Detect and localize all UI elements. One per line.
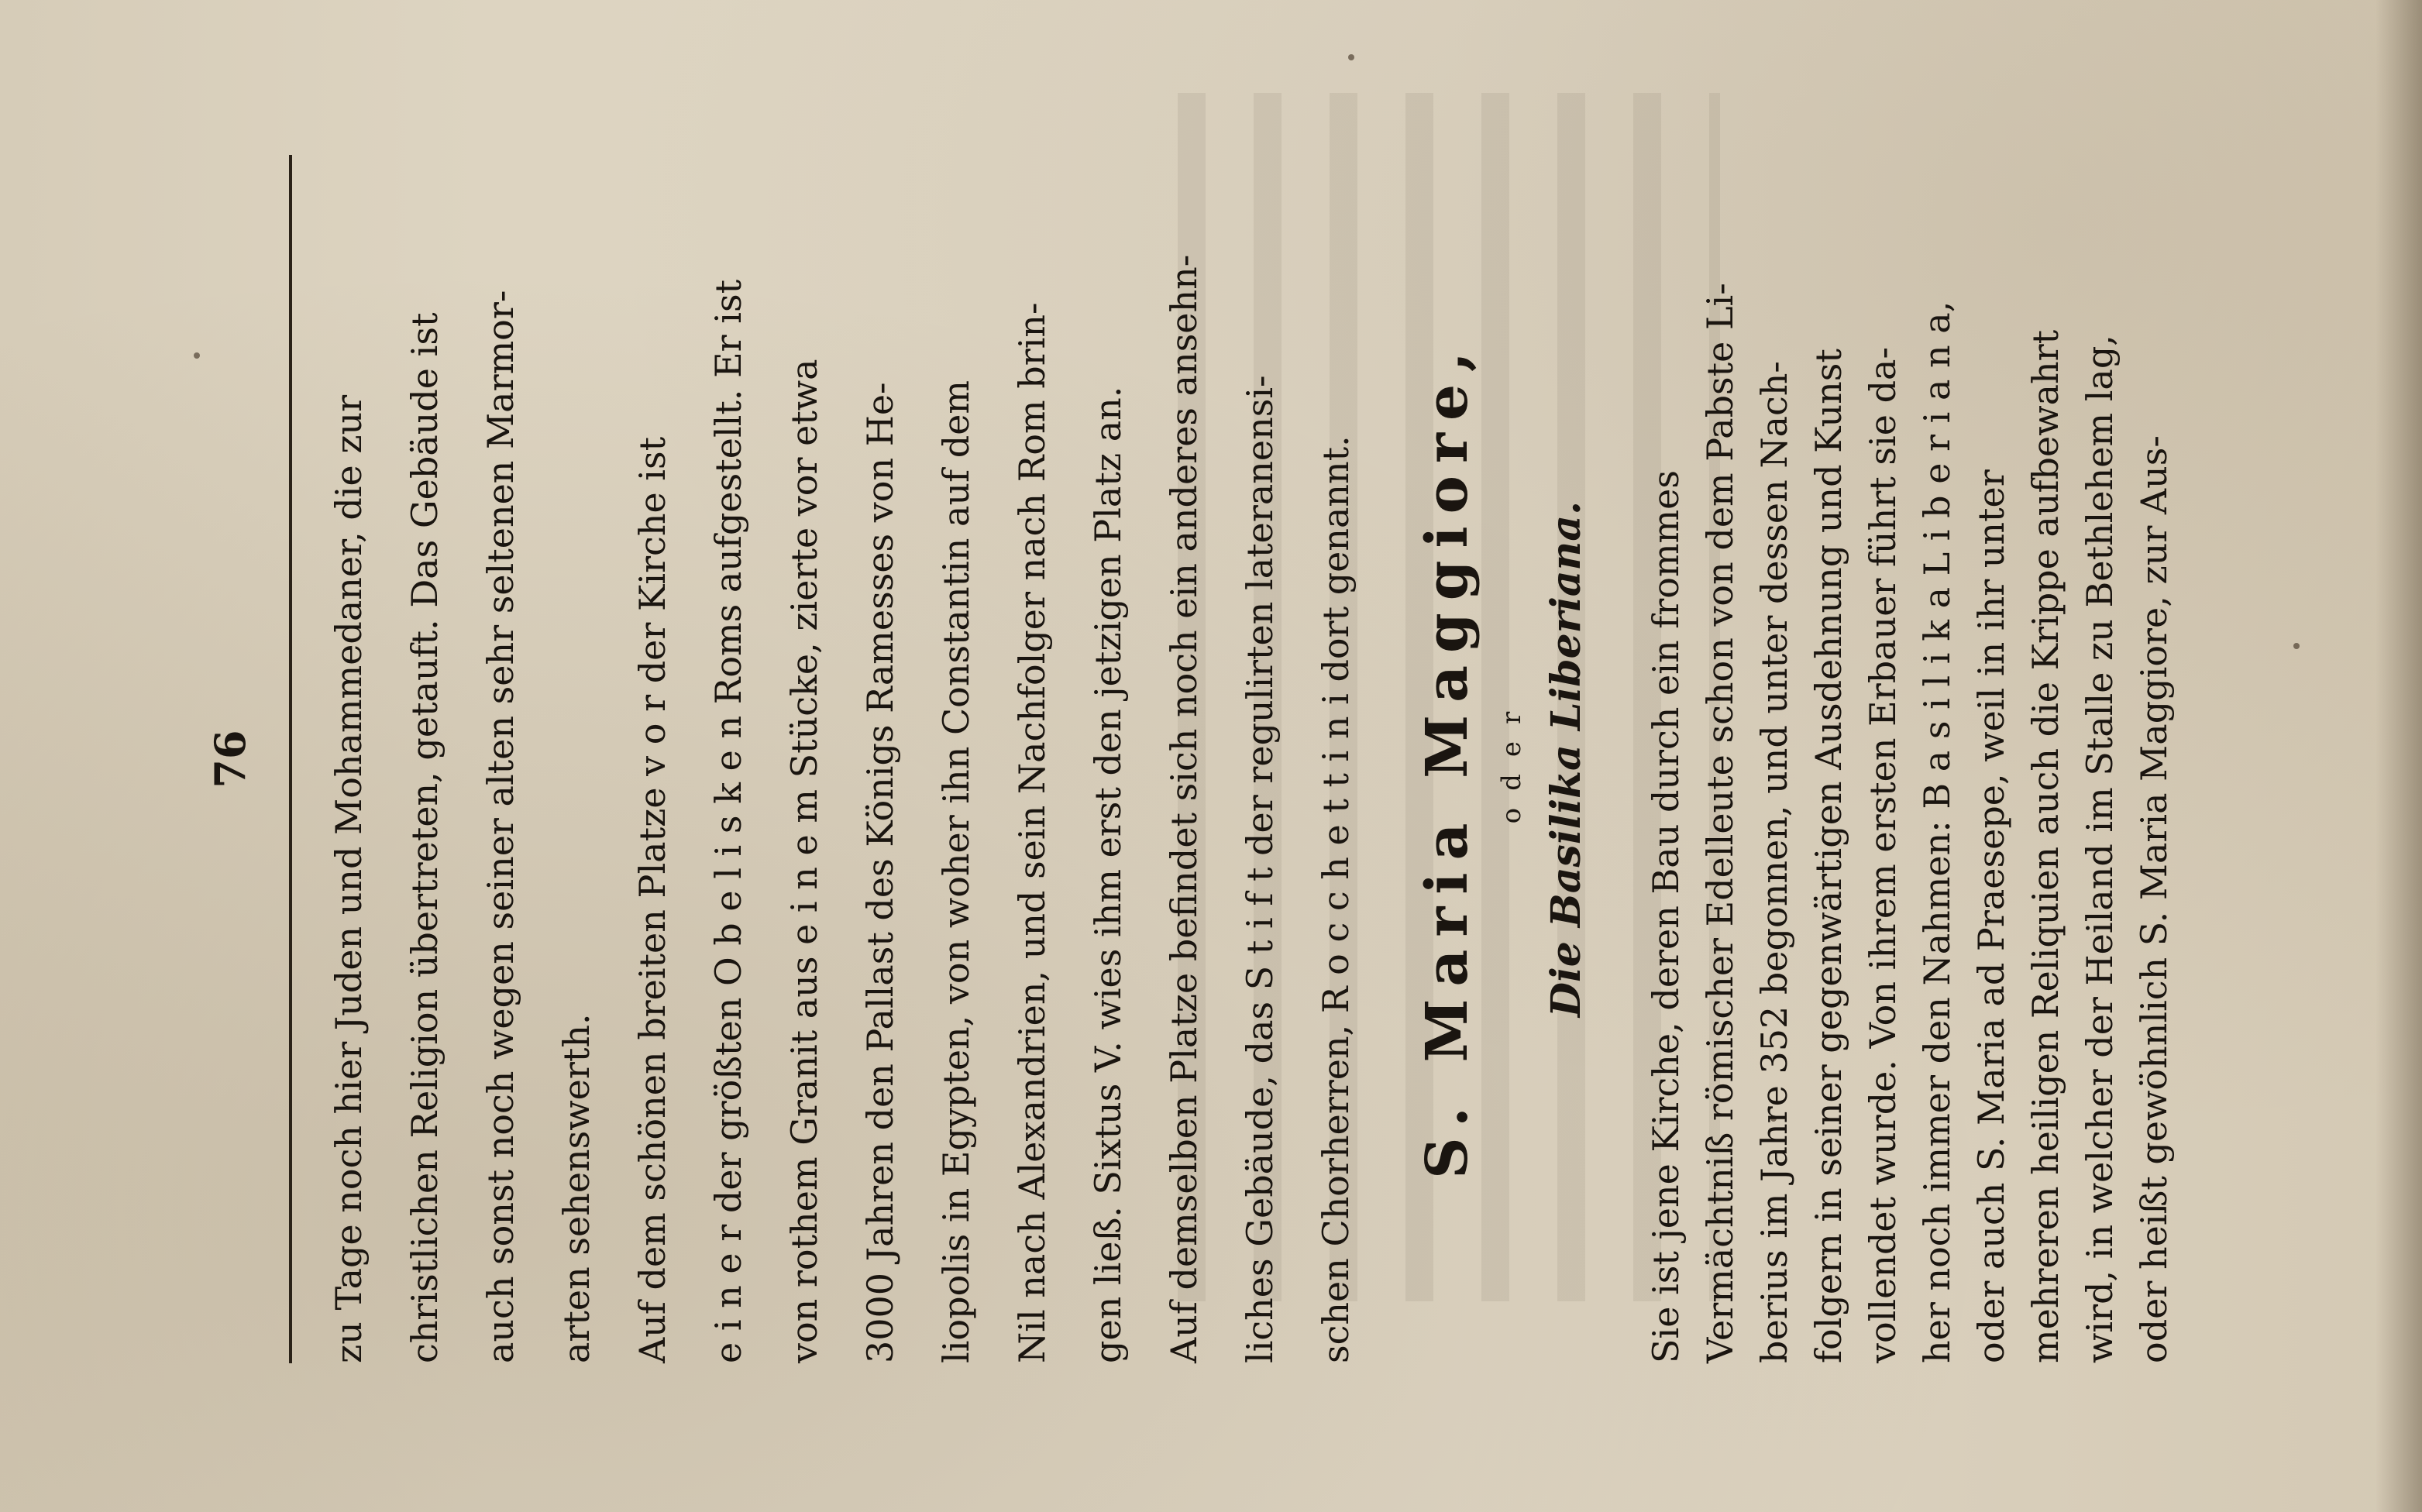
text-line: berius im Jahre 352 begonnen, und unter dessen Nach- bbox=[1753, 361, 1795, 1363]
paper-spot bbox=[1348, 54, 1354, 60]
paper-spot bbox=[2293, 643, 2300, 649]
text-line: Auf demselben Platze befindet sich noch ein anderes ansehn- bbox=[1163, 254, 1205, 1363]
paper-spot bbox=[194, 352, 200, 359]
text-line: wird, in welcher der Heiland im Stalle zu Bethlehem lag, bbox=[2079, 335, 2121, 1363]
text-line: Auf dem schönen breiten Platze v o r der Kirche ist bbox=[631, 436, 673, 1363]
text-line: oder auch S. Maria ad Praesepe, weil in ihr unter bbox=[1970, 469, 2012, 1363]
text-line: liches Gebäude, das S t i f t der regulirten lateranensi- bbox=[1239, 375, 1281, 1363]
chapter-subheading: Die Basilika Liberiana. bbox=[1543, 500, 1590, 1018]
text-line: Sie ist jene Kirche, deren Bau durch ein frommes bbox=[1645, 469, 1687, 1363]
text-line: folgern in seiner gegenwärtigen Ausdehnung und Kunst bbox=[1808, 349, 1849, 1363]
text-line: e i n e r der größten O b e l i s k e n Roms aufgestellt. Er ist bbox=[707, 279, 749, 1363]
text-line: Nil nach Alexandrien, und sein Nachfolger nach Rom brin- bbox=[1011, 302, 1053, 1363]
heading-connector: oder bbox=[1496, 694, 1527, 824]
chapter-heading: S. Maria Maggiore, bbox=[1414, 339, 1481, 1179]
text-line: von rothem Granit aus e i n e m Stücke, zierte vor etwa bbox=[783, 359, 825, 1363]
text-line: auch sonst noch wegen seiner alten sehr seltenen Marmor- bbox=[480, 290, 521, 1363]
text-line: liopolis in Egypten, von woher ihn Constantin auf dem bbox=[935, 380, 977, 1363]
page-edge-shadow bbox=[2376, 0, 2422, 1512]
text-line: christlichen Religion übertreten, getauft. Das Gebäude ist bbox=[404, 312, 446, 1363]
text-line: 3000 Jahren den Pallast des Königs Ramesses von He- bbox=[859, 382, 901, 1363]
text-line: Vermächtniß römischer Edelleute schon von dem Pabste Li- bbox=[1699, 283, 1741, 1363]
text-line: gen ließ. Sixtus V. wies ihm erst den jetzigen Platz an. bbox=[1087, 386, 1129, 1363]
rotated-text-block bbox=[205, 155, 2189, 1363]
text-line: vollendet wurde. Von ihrem ersten Erbauer führt sie da- bbox=[1862, 347, 1904, 1363]
header-rule bbox=[289, 155, 292, 1363]
text-line: schen Chorherren, R o c c h e t t i n i dort genannt. bbox=[1315, 435, 1357, 1363]
text-line: zu Tage noch hier Juden und Mohammedaner, die zur bbox=[328, 394, 370, 1363]
text-line: oder heißt gewöhnlich S. Maria Maggiore, zur Aus- bbox=[2133, 435, 2175, 1363]
page-number: 76 bbox=[205, 730, 255, 789]
text-line: arten sehenswerth. bbox=[556, 1013, 597, 1363]
text-line: her noch immer den Nahmen: B a s i l i k a L i b e r i a n a, bbox=[1916, 301, 1958, 1363]
text-line: mehreren heiligen Reliquien auch die Krippe aufbewahrt bbox=[2025, 329, 2066, 1363]
